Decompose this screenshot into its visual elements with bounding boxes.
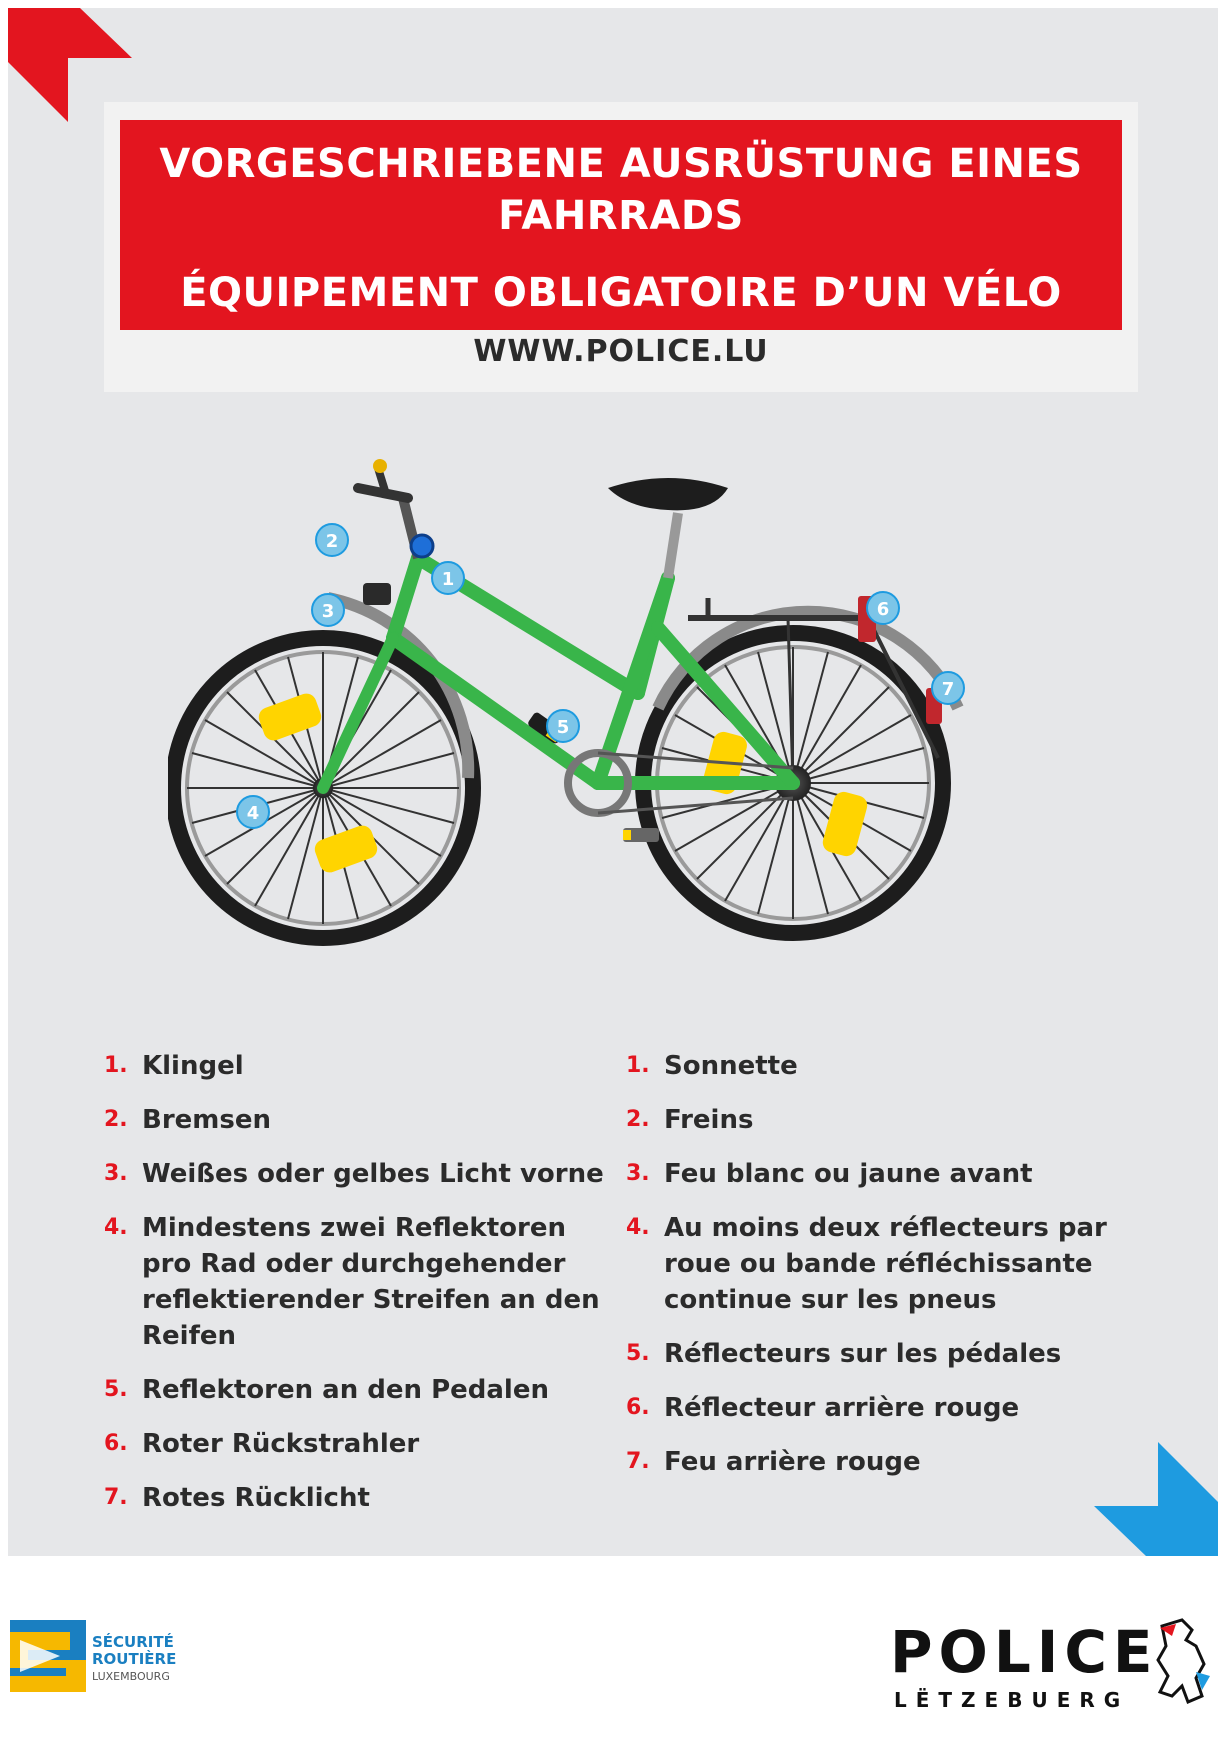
callout-4	[237, 796, 269, 828]
title-french: ÉQUIPEMENT OBLIGATOIRE D’UN VÉLO	[180, 270, 1062, 316]
callout-7	[932, 672, 964, 704]
item-text: Sonnette	[664, 1051, 798, 1081]
callout-3-label: 3	[321, 601, 335, 622]
blue-corner-arrow	[1088, 1426, 1218, 1556]
callout-5-label: 5	[556, 717, 570, 738]
poster	[8, 8, 1218, 1556]
item-text: Feu blanc ou jaune avant	[664, 1159, 1033, 1189]
securite-line2: ROUTIÈRE	[92, 1650, 177, 1668]
callout-1	[432, 562, 464, 594]
item-number: 2.	[626, 1107, 650, 1132]
item-number: 1.	[104, 1053, 128, 1078]
list-item	[626, 1048, 1166, 1084]
item-text: Bremsen	[142, 1105, 271, 1135]
item-number: 1.	[626, 1053, 650, 1078]
item-number: 3.	[626, 1161, 650, 1186]
item-text: Rotes Rücklicht	[142, 1483, 370, 1513]
list-item	[626, 1444, 1166, 1480]
website-url: WWW.POLICE.LU	[473, 334, 769, 369]
title-banner	[120, 120, 1122, 330]
police-logo	[890, 1610, 1220, 1710]
item-number: 3.	[104, 1161, 128, 1186]
item-text: Réflecteurs sur les pédales	[664, 1339, 1062, 1369]
callout-4-label: 4	[246, 803, 260, 824]
police-wordmark: POLICE	[890, 1618, 1159, 1686]
securite-line3: LUXEMBOURG	[92, 1670, 170, 1683]
item-number: 7.	[104, 1485, 128, 1510]
list-item	[104, 1102, 624, 1138]
list-item	[104, 1048, 624, 1084]
bicycle-illustration	[168, 458, 1068, 998]
callout-3	[312, 594, 344, 626]
item-number: 5.	[104, 1377, 128, 1402]
item-text: Mindestens zwei Reflektoren pro Rad oder durchgehender reflektierender Streifen an den Reifen	[142, 1213, 600, 1351]
list-item	[626, 1390, 1166, 1426]
callout-5	[547, 710, 579, 742]
item-text: Feu arrière rouge	[664, 1447, 921, 1477]
list-item	[626, 1210, 1166, 1318]
item-number: 6.	[104, 1431, 128, 1456]
item-number: 4.	[626, 1215, 650, 1240]
securite-routiere-mark-icon	[10, 1620, 86, 1692]
list-item	[626, 1156, 1166, 1192]
item-number: 7.	[626, 1449, 650, 1474]
item-text: Freins	[664, 1105, 754, 1135]
securite-routiere-logo	[10, 1620, 210, 1700]
callout-6-label: 6	[876, 599, 890, 620]
item-number: 4.	[104, 1215, 128, 1240]
equipment-list-french	[626, 1048, 1166, 1498]
title-german: VORGESCHRIEBENE AUSRÜSTUNG EINES FAHRRADS	[159, 141, 1083, 239]
list-item	[626, 1336, 1166, 1372]
item-number: 5.	[626, 1341, 650, 1366]
securite-line1: SÉCURITÉ	[92, 1633, 174, 1651]
item-number: 6.	[626, 1395, 650, 1420]
list-item	[104, 1372, 624, 1408]
item-text: Weißes oder gelbes Licht vorne	[142, 1159, 604, 1189]
item-text: Klingel	[142, 1051, 244, 1081]
list-item	[104, 1156, 624, 1192]
lion-crest-icon	[1152, 1616, 1214, 1706]
item-text: Roter Rückstrahler	[142, 1429, 420, 1459]
title-panel	[104, 102, 1138, 392]
callout-2	[316, 524, 348, 556]
callout-2-label: 2	[325, 531, 339, 552]
item-text: Au moins deux réflecteurs par roue ou bande réfléchissante continue sur les pneus	[664, 1213, 1107, 1315]
list-item	[104, 1210, 624, 1354]
list-item	[104, 1480, 624, 1516]
callout-6	[867, 592, 899, 624]
item-text: Réflecteur arrière rouge	[664, 1393, 1020, 1423]
list-item	[104, 1426, 624, 1462]
item-number: 2.	[104, 1107, 128, 1132]
callout-7-label: 7	[941, 679, 955, 700]
item-text: Reflektoren an den Pedalen	[142, 1375, 549, 1405]
equipment-list-german	[104, 1048, 624, 1534]
securite-routiere-text	[92, 1634, 176, 1685]
callout-1-label: 1	[441, 569, 455, 590]
list-item	[626, 1102, 1166, 1138]
letzebuerg-wordmark: LËTZEBUERG	[894, 1688, 1130, 1712]
